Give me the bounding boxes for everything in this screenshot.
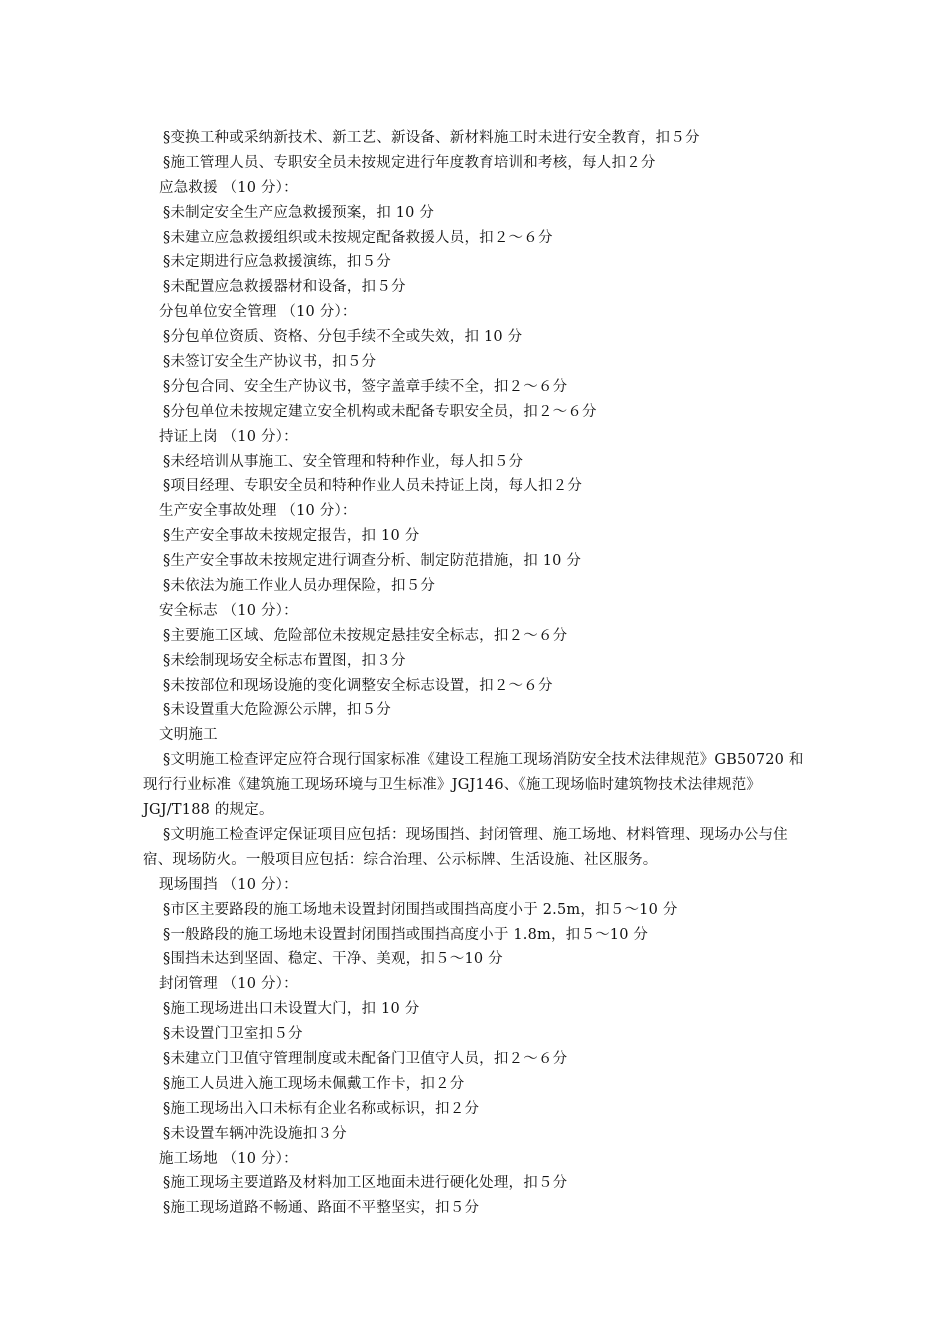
- list-item: §施工现场道路不畅通、路面不平整坚实，扣５分: [163, 1200, 480, 1217]
- list-item: §施工现场出入口未标有企业名称或标识，扣２分: [163, 1100, 480, 1117]
- list-item: §分包单位资质、资格、分包手续不全或失效，扣 10 分: [163, 329, 523, 346]
- list-item: §未设置重大危险源公示牌，扣５分: [163, 702, 391, 719]
- list-item: §未签订安全生产协议书，扣５分: [163, 354, 377, 371]
- section-heading: 安全标志 （10 分）：: [159, 602, 298, 619]
- list-item: §未配置应急救援器材和设备，扣５分: [163, 279, 406, 296]
- list-item: §市区主要路段的施工场地未设置封闭围挡或围挡高度小于 2.5m，扣５～10 分: [163, 901, 678, 918]
- section-heading: 分包单位安全管理 （10 分）：: [159, 304, 357, 321]
- list-item: §未按部位和现场设施的变化调整安全标志设置，扣２～６分: [163, 677, 553, 694]
- list-item: §分包单位未按规定建立安全机构或未配备专职安全员，扣２～６分: [163, 403, 597, 420]
- list-item: §变换工种或采纳新技术、新工艺、新设备、新材料施工时未进行安全教育，扣５分: [163, 130, 700, 146]
- section-heading: 应急救援 （10 分）：: [159, 179, 298, 196]
- section-list-bottom: [143, 873, 807, 1221]
- list-item: §未设置门卫室扣５分: [163, 1026, 303, 1043]
- section-heading: 封闭管理 （10 分）：: [159, 976, 298, 993]
- section-paragraphs: [143, 748, 807, 873]
- document-body: [143, 126, 807, 1221]
- list-item: §未依法为施工作业人员办理保险，扣５分: [163, 578, 436, 595]
- list-item: §未经培训从事施工、安全管理和特种作业，每人扣５分: [163, 453, 524, 470]
- list-item: §施工人员进入施工现场未佩戴工作卡，扣２分: [163, 1075, 465, 1092]
- list-item: §施工现场进出口未设置大门，扣 10 分: [163, 1001, 420, 1018]
- list-item: §生产安全事故未按规定报告，扣 10 分: [163, 528, 420, 545]
- list-item: §未绘制现场安全标志布置图，扣３分: [163, 652, 406, 669]
- list-item: §生产安全事故未按规定进行调查分析、制定防范措施，扣 10 分: [163, 553, 582, 570]
- body-paragraph: §文明施工检查评定保证项目应包括：现场围挡、封闭管理、施工场地、材料管理、现场办公与住宿、现场防火。一般项目应包括：综合治理、公示标牌、生活设施、社区服务。: [143, 826, 788, 868]
- list-item: §未制定安全生产应急救援预案，扣 10 分: [163, 204, 435, 221]
- list-item: §未建立门卫值守管理制度或未配备门卫值守人员，扣２～６分: [163, 1051, 568, 1068]
- section-heading: 文明施工: [159, 727, 218, 744]
- list-item: §主要施工区域、危险部位未按规定悬挂安全标志，扣２～６分: [163, 627, 568, 644]
- list-item: §一般路段的施工场地未设置封闭围挡或围挡高度小于 1.8m，扣５～10 分: [163, 926, 649, 943]
- list-item: §未设置车辆冲洗设施扣３分: [163, 1125, 347, 1142]
- section-heading: 持证上岗 （10 分）：: [159, 428, 298, 445]
- list-item: §分包合同、安全生产协议书，签字盖章手续不全，扣２～６分: [163, 378, 568, 395]
- section-heading: 生产安全事故处理 （10 分）：: [159, 503, 357, 520]
- section-heading: 施工场地 （10 分）：: [159, 1150, 298, 1167]
- section-list-top: [143, 126, 807, 748]
- section-heading: 现场围挡 （10 分）：: [159, 876, 298, 893]
- list-item: §施工管理人员、专职安全员未按规定进行年度教育培训和考核，每人扣２分: [163, 154, 656, 171]
- body-paragraph: §文明施工检查评定应符合现行国家标准《建设工程施工现场消防安全技术法律规范》GB50720 和现行行业标准《建筑施工现场环境与卫生标准》JGJ146、《施工现场临时建筑物技术法律规范》JGJ/T188 的规定。: [143, 752, 804, 819]
- list-item: §施工现场主要道路及材料加工区地面未进行硬化处理，扣５分: [163, 1175, 568, 1192]
- list-item: §项目经理、专职安全员和特种作业人员未持证上岗，每人扣２分: [163, 478, 583, 495]
- list-item: §围挡未达到坚固、稳定、干净、美观，扣５～10 分: [163, 951, 503, 968]
- list-item: §未定期进行应急救援演练，扣５分: [163, 254, 391, 271]
- list-item: §未建立应急救援组织或未按规定配备救援人员，扣２～６分: [163, 229, 553, 246]
